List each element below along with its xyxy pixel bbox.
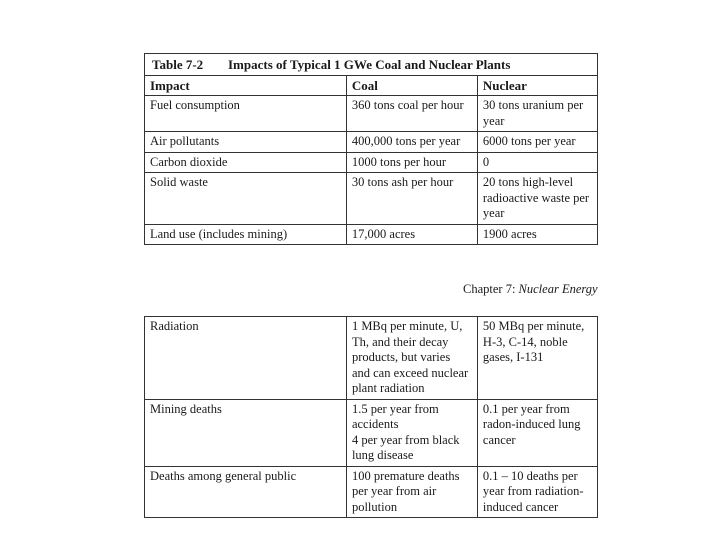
chapter-title: Nuclear Energy bbox=[518, 282, 598, 296]
table-row bbox=[145, 132, 598, 153]
impact-cell: Mining deaths bbox=[145, 399, 347, 466]
table-title-row bbox=[145, 54, 598, 76]
table-row bbox=[145, 466, 598, 518]
table-row bbox=[145, 96, 598, 132]
impacts-table-part-2 bbox=[144, 316, 598, 518]
chapter-header bbox=[463, 282, 598, 297]
table-caption bbox=[145, 54, 598, 76]
coal-cell: 100 premature deaths per year from air pollution bbox=[346, 466, 477, 518]
coal-cell: 1.5 per year from accidents 4 per year from black lung disease bbox=[346, 399, 477, 466]
impact-cell: Radiation bbox=[145, 317, 347, 400]
table-row bbox=[145, 317, 598, 400]
table-row bbox=[145, 399, 598, 466]
table-header-row bbox=[145, 75, 598, 96]
impacts-table-part-1 bbox=[144, 53, 598, 245]
impact-cell: Land use (includes mining) bbox=[145, 224, 347, 245]
impact-cell: Deaths among general public bbox=[145, 466, 347, 518]
nuclear-cell: 50 MBq per minute, H-3, C-14, noble gases, I-131 bbox=[477, 317, 597, 400]
coal-cell: 1 MBq per minute, U, Th, and their decay products, but varies and can exceed nuclear plant radiation bbox=[346, 317, 477, 400]
coal-cell: 400,000 tons per year bbox=[346, 132, 477, 153]
header-nuclear: Nuclear bbox=[477, 75, 597, 96]
nuclear-cell: 1900 acres bbox=[477, 224, 597, 245]
impact-cell: Air pollutants bbox=[145, 132, 347, 153]
nuclear-cell: 0.1 – 10 deaths per year from radiation- induced cancer bbox=[477, 466, 597, 518]
nuclear-cell: 0 bbox=[477, 152, 597, 173]
header-coal: Coal bbox=[346, 75, 477, 96]
nuclear-cell: 6000 tons per year bbox=[477, 132, 597, 153]
chapter-prefix: Chapter 7: bbox=[463, 282, 519, 296]
table-row bbox=[145, 173, 598, 225]
table-row bbox=[145, 152, 598, 173]
nuclear-cell: 0.1 per year from radon-induced lung cancer bbox=[477, 399, 597, 466]
coal-cell: 360 tons coal per hour bbox=[346, 96, 477, 132]
impact-cell: Carbon dioxide bbox=[145, 152, 347, 173]
nuclear-cell: 20 tons high-level radioactive waste per year bbox=[477, 173, 597, 225]
coal-cell: 30 tons ash per hour bbox=[346, 173, 477, 225]
coal-cell: 1000 tons per hour bbox=[346, 152, 477, 173]
table-title: Impacts of Typical 1 GWe Coal and Nuclear Plants bbox=[228, 57, 511, 72]
table-row bbox=[145, 224, 598, 245]
impact-cell: Fuel consumption bbox=[145, 96, 347, 132]
header-impact: Impact bbox=[145, 75, 347, 96]
table-number: Table 7-2 bbox=[152, 57, 204, 72]
coal-cell: 17,000 acres bbox=[346, 224, 477, 245]
nuclear-cell: 30 tons uranium per year bbox=[477, 96, 597, 132]
impact-cell: Solid waste bbox=[145, 173, 347, 225]
